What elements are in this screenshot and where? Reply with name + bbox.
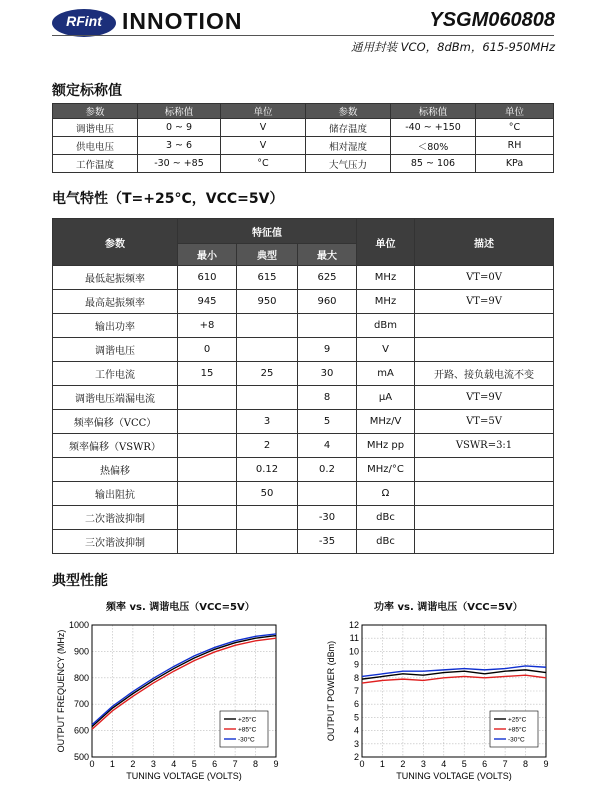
ratings-value: ＜80%	[391, 137, 476, 155]
x-tick-label: 6	[212, 759, 218, 769]
power-chart	[322, 617, 562, 783]
desc-cell: VSWR=3:1	[415, 434, 554, 458]
desc-cell: VT=0V	[415, 266, 554, 290]
x-tick-label: 2	[400, 759, 406, 769]
ratings-header-row	[53, 104, 554, 119]
desc-cell	[415, 458, 554, 482]
table-row	[53, 290, 554, 314]
table-row	[53, 434, 554, 458]
min-cell	[178, 482, 237, 506]
series-line	[362, 675, 546, 683]
ratings-heading: 额定标称值	[52, 83, 122, 99]
param-cell: 工作电流	[53, 362, 178, 386]
x-tick-label: 3	[150, 759, 156, 769]
power-chart-title: 功率 vs. 调谐电压（VCC=5V）	[374, 602, 523, 613]
x-tick-label: 1	[109, 759, 115, 769]
electrical-header-row	[53, 219, 554, 244]
max-cell: 960	[298, 290, 357, 314]
param-cell: 最高起振频率	[53, 290, 178, 314]
x-tick-label: 7	[502, 759, 508, 769]
max-cell: -30	[298, 506, 357, 530]
min-cell	[178, 434, 237, 458]
param-cell: 最低起振频率	[53, 266, 178, 290]
ratings-col-header: 参数	[53, 104, 138, 119]
y-tick-label: 700	[73, 699, 89, 710]
ratings-param: 相对湿度	[306, 137, 391, 155]
min-cell: +8	[178, 314, 237, 338]
unit-cell: mA	[357, 362, 415, 386]
desc-cell	[415, 530, 554, 554]
min-cell: 0	[178, 338, 237, 362]
max-cell: 9	[298, 338, 357, 362]
table-row	[53, 314, 554, 338]
table-row	[53, 137, 554, 155]
legend-entry: +85°C	[238, 726, 257, 734]
frequency-chart	[52, 617, 292, 783]
unit-cell: dBc	[357, 530, 415, 554]
min-cell: 945	[178, 290, 237, 314]
x-tick-label: 9	[273, 759, 279, 769]
min-cell	[178, 458, 237, 482]
max-cell: 5	[298, 410, 357, 434]
x-tick-label: 8	[253, 759, 259, 769]
document-header	[0, 0, 603, 62]
x-tick-label: 4	[441, 759, 447, 769]
param-cell: 三次谐波抑制	[53, 530, 178, 554]
y-tick-label: 6	[353, 699, 359, 710]
desc-cell: VT=9V	[415, 290, 554, 314]
desc-cell: VT=5V	[415, 410, 554, 434]
table-row	[53, 386, 554, 410]
header-rule	[52, 35, 554, 36]
desc-cell	[415, 314, 554, 338]
x-tick-label: 3	[420, 759, 426, 769]
ratings-value: 85 ~ 106	[391, 155, 476, 173]
min-cell	[178, 410, 237, 434]
typ-cell	[237, 386, 298, 410]
x-tick-label: 7	[232, 759, 238, 769]
y-tick-label: 3	[353, 738, 359, 749]
min-cell	[178, 530, 237, 554]
x-tick-label: 8	[523, 759, 529, 769]
ratings-unit: V	[221, 119, 306, 137]
x-tick-label: 1	[379, 759, 385, 769]
typ-cell: 0.12	[237, 458, 298, 482]
desc-cell	[415, 338, 554, 362]
ratings-param: 调谐电压	[53, 119, 138, 137]
legend-entry: -30°C	[508, 736, 525, 744]
typ-cell	[237, 314, 298, 338]
table-row	[53, 155, 554, 173]
ratings-col-header: 标称值	[138, 104, 221, 119]
desc-cell: 开路、接负载电流不变	[415, 362, 554, 386]
param-cell: 热偏移	[53, 458, 178, 482]
y-tick-label: 5	[353, 712, 359, 723]
ratings-param: 供电电压	[53, 137, 138, 155]
x-tick-label: 4	[171, 759, 177, 769]
model-number: YSGM060808	[429, 9, 555, 31]
max-cell: -35	[298, 530, 357, 554]
col-max: 最大	[298, 244, 357, 266]
param-cell: 调谐电压	[53, 338, 178, 362]
param-cell: 频率偏移（VCC）	[53, 410, 178, 434]
performance-heading: 典型性能	[52, 573, 108, 589]
x-axis-label: TUNING VOLTAGE (VOLTS)	[126, 771, 242, 781]
legend-entry: -30°C	[238, 736, 255, 744]
unit-cell: dBm	[357, 314, 415, 338]
y-tick-label: 800	[73, 672, 89, 683]
x-tick-label: 6	[482, 759, 488, 769]
desc-cell	[415, 482, 554, 506]
max-cell	[298, 482, 357, 506]
max-cell: 8	[298, 386, 357, 410]
unit-cell: MHz	[357, 290, 415, 314]
param-cell: 调谐电压端漏电流	[53, 386, 178, 410]
typ-cell: 2	[237, 434, 298, 458]
ratings-col-header: 标称值	[391, 104, 476, 119]
ratings-param: 储存温度	[306, 119, 391, 137]
table-row	[53, 458, 554, 482]
typ-cell	[237, 530, 298, 554]
max-cell: 0.2	[298, 458, 357, 482]
y-tick-label: 500	[73, 752, 89, 762]
electrical-heading: 电气特性（T=+25°C，VCC=5V）	[52, 191, 284, 207]
param-cell: 频率偏移（VSWR）	[53, 434, 178, 458]
y-tick-label: 4	[353, 725, 359, 736]
typ-cell: 25	[237, 362, 298, 386]
ratings-unit: °C	[221, 155, 306, 173]
electrical-table	[52, 218, 554, 554]
unit-cell: V	[357, 338, 415, 362]
ratings-col-header: 单位	[476, 104, 554, 119]
legend-entry: +85°C	[508, 726, 527, 734]
ratings-unit: V	[221, 137, 306, 155]
table-row	[53, 362, 554, 386]
min-cell: 15	[178, 362, 237, 386]
ratings-param: 大气压力	[306, 155, 391, 173]
y-tick-label: 900	[73, 646, 89, 657]
table-row	[53, 119, 554, 137]
max-cell: 30	[298, 362, 357, 386]
table-row	[53, 338, 554, 362]
col-param: 参数	[53, 219, 178, 266]
ratings-unit: RH	[476, 137, 554, 155]
max-cell: 4	[298, 434, 357, 458]
unit-cell: μA	[357, 386, 415, 410]
typ-cell: 50	[237, 482, 298, 506]
legend-entry: +25°C	[238, 716, 257, 724]
typ-cell	[237, 338, 298, 362]
unit-cell: dBc	[357, 506, 415, 530]
x-tick-label: 9	[543, 759, 549, 769]
x-tick-label: 5	[461, 759, 467, 769]
col-desc: 描述	[415, 219, 554, 266]
brand-name: INNOTION	[122, 8, 243, 34]
ratings-param: 工作温度	[53, 155, 138, 173]
x-tick-label: 0	[89, 759, 95, 769]
x-tick-label: 5	[191, 759, 197, 769]
y-tick-label: 9	[353, 659, 359, 670]
typ-cell: 615	[237, 266, 298, 290]
y-tick-label: 8	[353, 672, 359, 683]
y-tick-label: 600	[73, 725, 89, 736]
ratings-unit: °C	[476, 119, 554, 137]
col-min: 最小	[178, 244, 237, 266]
x-axis-label: TUNING VOLTAGE (VOLTS)	[396, 771, 512, 781]
table-row	[53, 530, 554, 554]
typ-cell: 950	[237, 290, 298, 314]
legend-entry: +25°C	[508, 716, 527, 724]
ratings-table	[52, 103, 554, 173]
unit-cell: MHz/V	[357, 410, 415, 434]
unit-cell: MHz	[357, 266, 415, 290]
table-row	[53, 482, 554, 506]
col-feature: 特征值	[178, 219, 357, 244]
unit-cell: MHz/°C	[357, 458, 415, 482]
table-row	[53, 506, 554, 530]
electrical-table-body	[53, 266, 554, 554]
desc-cell: VT=9V	[415, 386, 554, 410]
col-unit: 单位	[357, 219, 415, 266]
min-cell	[178, 506, 237, 530]
desc-cell	[415, 506, 554, 530]
ratings-value: -30 ~ +85	[138, 155, 221, 173]
x-tick-label: 2	[130, 759, 136, 769]
ratings-unit: KPa	[476, 155, 554, 173]
max-cell: 625	[298, 266, 357, 290]
y-axis-label: OUTPUT FREQUENCY (MHz)	[56, 629, 66, 753]
max-cell	[298, 314, 357, 338]
y-tick-label: 1000	[68, 620, 89, 630]
table-row	[53, 266, 554, 290]
ratings-value: -40 ~ +150	[391, 119, 476, 137]
freq-chart-title: 频率 vs. 调谐电压（VCC=5V）	[106, 602, 255, 613]
param-cell: 输出阻抗	[53, 482, 178, 506]
y-tick-label: 2	[353, 752, 359, 762]
typ-cell	[237, 506, 298, 530]
ratings-value: 3 ~ 6	[138, 137, 221, 155]
y-axis-label: OUTPUT POWER (dBm)	[326, 640, 336, 742]
param-cell: 输出功率	[53, 314, 178, 338]
y-tick-label: 10	[348, 646, 359, 657]
min-cell: 610	[178, 266, 237, 290]
ratings-col-header: 参数	[306, 104, 391, 119]
y-tick-label: 7	[353, 686, 359, 696]
x-tick-label: 0	[359, 759, 365, 769]
min-cell	[178, 386, 237, 410]
typ-cell: 3	[237, 410, 298, 434]
unit-cell: MHz pp	[357, 434, 415, 458]
unit-cell: Ω	[357, 482, 415, 506]
y-tick-label: 12	[348, 620, 359, 630]
y-tick-label: 11	[349, 633, 359, 644]
ratings-col-header: 单位	[221, 104, 306, 119]
ratings-value: 0 ~ 9	[138, 119, 221, 137]
logo-text: RFint	[66, 13, 102, 29]
table-row	[53, 410, 554, 434]
product-subtitle: 通用封装 VCO，8dBm，615-950MHz	[351, 40, 555, 54]
col-typ: 典型	[237, 244, 298, 266]
param-cell: 二次谐波抑制	[53, 506, 178, 530]
